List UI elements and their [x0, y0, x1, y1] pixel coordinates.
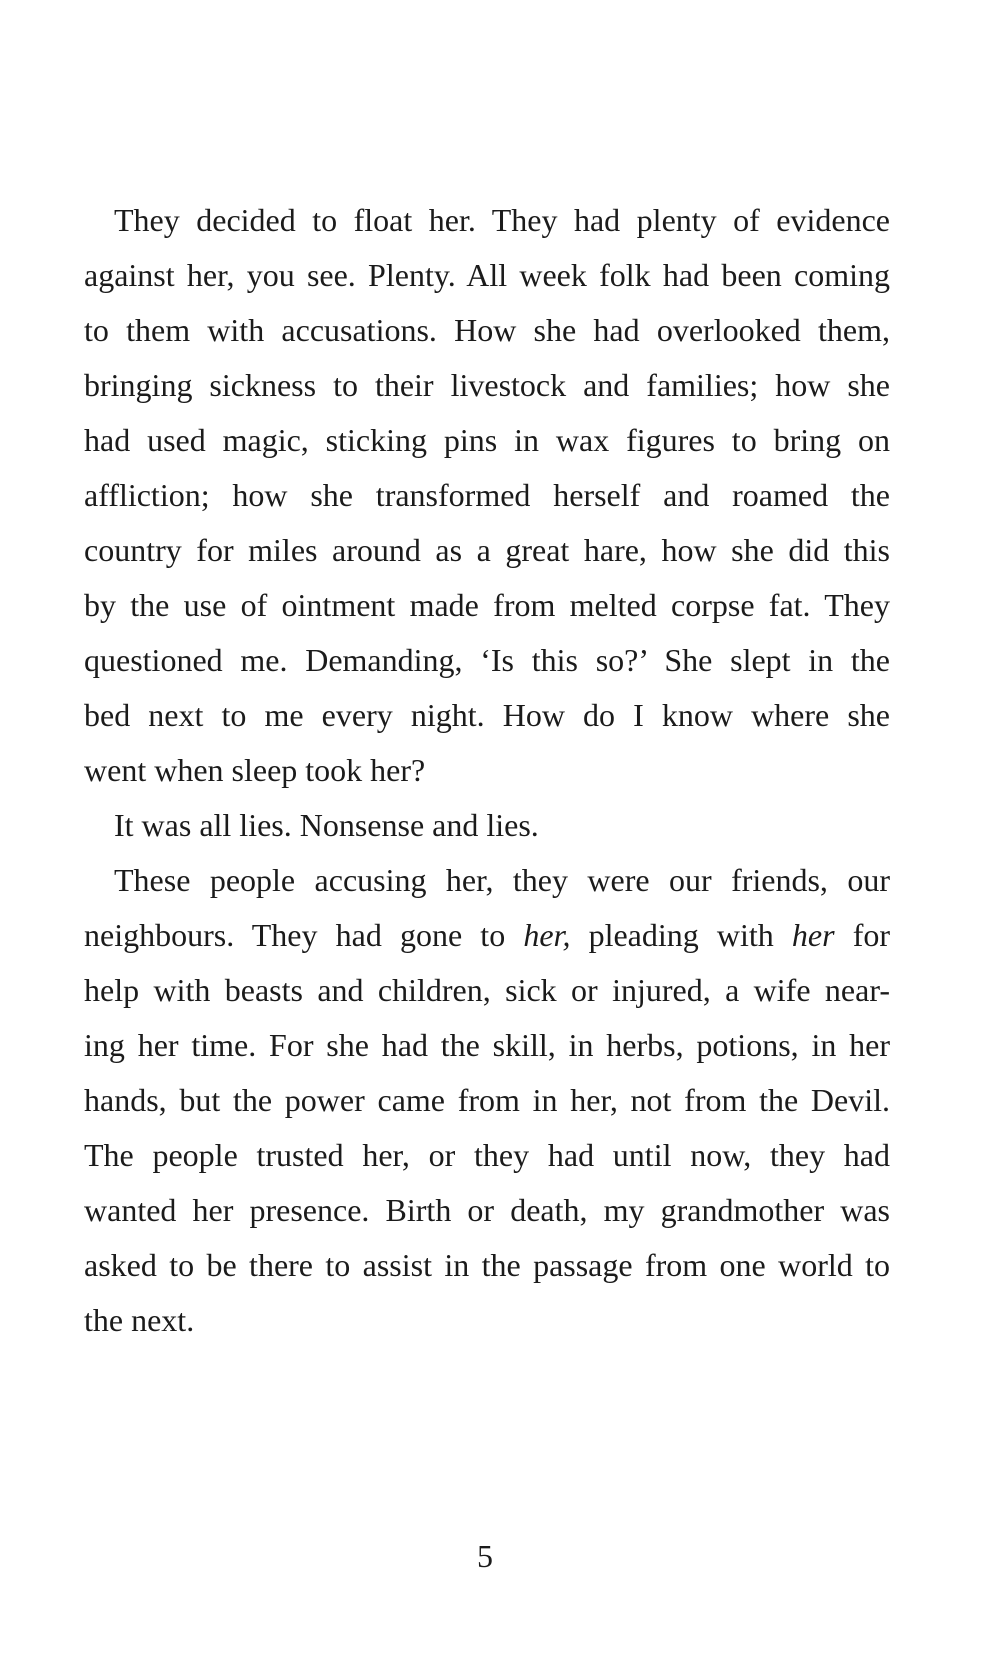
text-line: help with beasts and children, sick or injured, a wife near- [84, 972, 890, 1008]
text-line: It was all lies. Nonsense and lies. [114, 807, 539, 843]
text-line: had used magic, sticking pins in wax figures to bring on [84, 422, 890, 458]
text-line: asked to be there to assist in the passage from one world to [84, 1247, 890, 1283]
text-line: neighbours. They had gone to her, pleading with her for [84, 917, 891, 953]
text-line: went when sleep took her? [84, 752, 426, 788]
text-line: bringing sickness to their livestock and families; how she [84, 367, 890, 403]
text-line: by the use of ointment made from melted corpse fat. They [84, 587, 890, 623]
text-line: questioned me. Demanding, ‘Is this so?’ She slept in the [84, 642, 890, 678]
text-line: These people accusing her, they were our friends, our [114, 862, 890, 898]
text-line: hands, but the power came from in her, not from the Devil. [84, 1082, 890, 1118]
text-line: They decided to float her. They had plenty of evidence [114, 202, 890, 238]
text-line: to them with accusations. How she had overlooked them, [84, 312, 890, 348]
text-line: the next. [84, 1302, 195, 1338]
text-line: The people trusted her, or they had until now, they had [84, 1137, 890, 1173]
text-line: against her, you see. Plenty. All week folk had been coming [84, 257, 890, 293]
text-line: wanted her presence. Birth or death, my grandmother was [84, 1192, 890, 1228]
page-number: 5 [477, 1538, 493, 1574]
text-line: ing her time. For she had the skill, in herbs, potions, in her [84, 1027, 890, 1063]
text-line: affliction; how she transformed herself and roamed the [84, 477, 890, 513]
text-line: bed next to me every night. How do I know where she [84, 697, 890, 733]
text-line: country for miles around as a great hare, how she did this [84, 532, 890, 568]
